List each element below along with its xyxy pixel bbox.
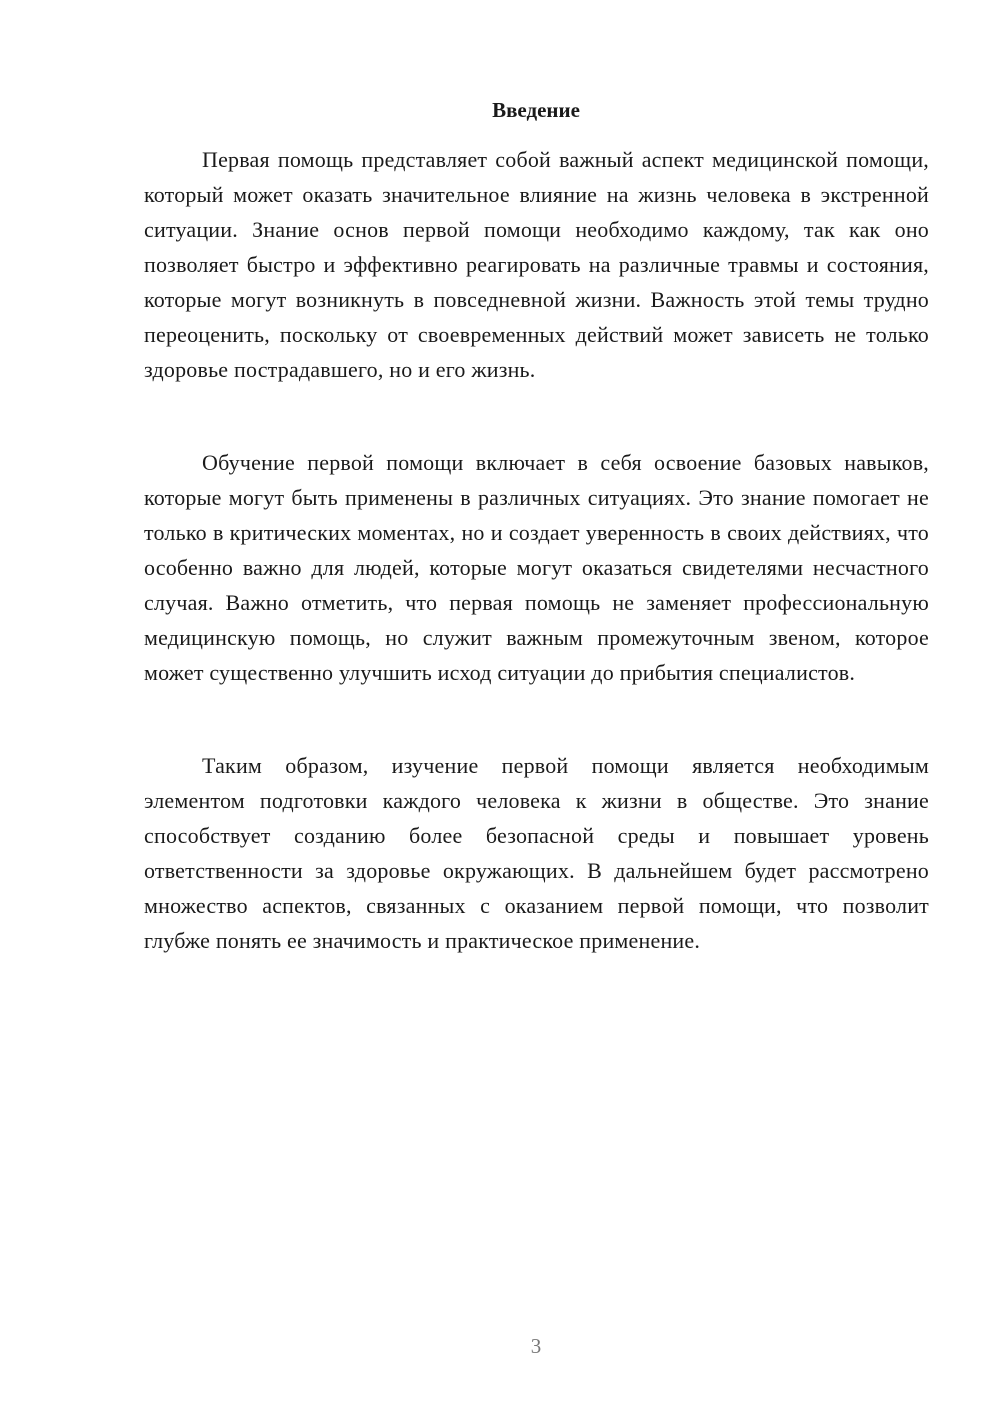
paragraph-3: Таким образом, изучение первой помощи является необходимым элементом подготовки каждого человека к жизни в обществе. Это знание способствует созданию более безопасной среды и повышает уровень ответственности за здоровье окружающих. В дальнейшем будет рассмотрено множество аспектов, связанных с оказанием первой помощи, что позволит глубже понять ее значимость и практическое применение.: [144, 753, 929, 953]
paragraph-2: Обучение первой помощи включает в себя освоение базовых навыков, которые могут быть применены в различных ситуациях. Это знание помогает не только в критических моментах, но и создает уверенность в своих действиях, что особенно важно для людей, которые могут оказаться свидетелями несчастного случая. Важно отметить, что первая помощь не заменяет профессиональную медицинскую помощь, но служит важным промежуточным звеном, которое может существенно улучшить исход ситуации до прибытия специалистов.: [144, 450, 929, 685]
paragraph-1: Первая помощь представляет собой важный аспект медицинской помощи, который может оказать значительное влияние на жизнь человека в экстренной ситуации. Знание основ первой помощи необходимо каждому, так как оно позволяет быстро и эффективно реагировать на различные травмы и состояния, которые могут возникнуть в повседневной жизни. Важность этой темы трудно переоценить, поскольку от своевременных действий может зависеть не только здоровье пострадавшего, но и его жизнь.: [144, 147, 929, 382]
page-number: 3: [530, 1334, 542, 1358]
section-heading: Введение: [492, 98, 580, 122]
